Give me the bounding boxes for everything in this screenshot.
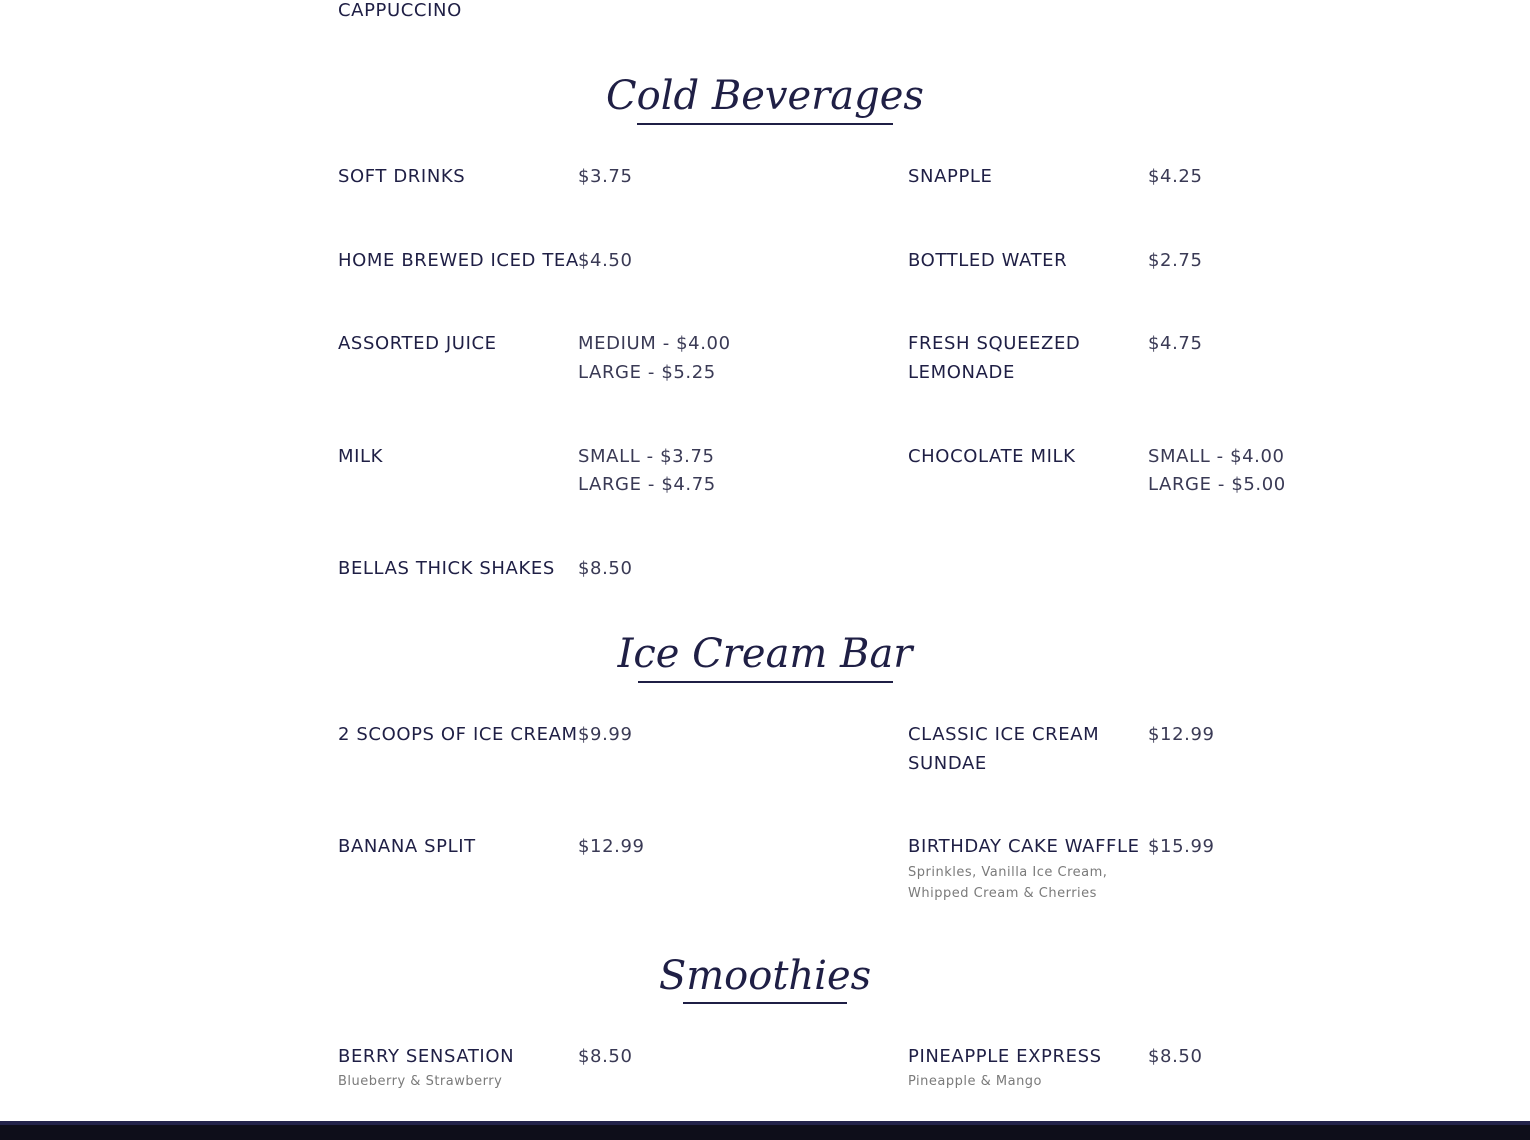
- footer-bar: [0, 1121, 1530, 1140]
- menu-item-name-line2: SUNDAE: [908, 753, 987, 774]
- menu-item-name: 2 SCOOPS OF ICE CREAM: [338, 724, 578, 745]
- menu-item-cappuccino: CAPPUCCINO: [338, 0, 462, 21]
- menu-item-price: $4.25: [1148, 166, 1203, 187]
- menu-item-price: $8.50: [1148, 1046, 1203, 1067]
- menu-item-name: SNAPPLE: [908, 166, 993, 187]
- menu-item-name: BOTTLED WATER: [908, 250, 1068, 271]
- menu-item-price: $12.99: [578, 836, 645, 857]
- menu-item-price: $4.75: [1148, 333, 1203, 354]
- menu-item-price-large: LARGE - $4.75: [578, 474, 716, 495]
- menu-item-name: BIRTHDAY CAKE WAFFLE: [908, 836, 1140, 857]
- menu-item-price: $12.99: [1148, 724, 1215, 745]
- menu-item-description: Sprinkles, Vanilla Ice Cream,: [908, 865, 1108, 880]
- menu-item-name: SOFT DRINKS: [338, 166, 466, 187]
- menu-item-price: $15.99: [1148, 836, 1215, 857]
- section-title-smoothies: Smoothies: [658, 953, 872, 999]
- section-underline: [683, 1002, 847, 1004]
- menu-item-price: $9.99: [578, 724, 633, 745]
- menu-item-name: BERRY SENSATION: [338, 1046, 515, 1067]
- menu-item-price: $4.50: [578, 250, 633, 271]
- menu-item-price: $8.50: [578, 558, 633, 579]
- menu-item-price: SMALL - $3.75: [578, 446, 715, 467]
- menu-item-name: HOME BREWED ICED TEA: [338, 250, 579, 271]
- menu-item-name: BANANA SPLIT: [338, 836, 476, 857]
- menu-item-name: FRESH SQUEEZED: [908, 333, 1081, 354]
- menu-item-description-line2: Whipped Cream & Cherries: [908, 886, 1097, 901]
- menu-item-price-large: LARGE - $5.25: [578, 362, 716, 383]
- section-title-ice-cream-bar: Ice Cream Bar: [617, 631, 913, 677]
- menu-item-name: CHOCOLATE MILK: [908, 446, 1076, 467]
- menu-item-price: SMALL - $4.00: [1148, 446, 1285, 467]
- menu-item-price: $8.50: [578, 1046, 633, 1067]
- section-title-cold-beverages: Cold Beverages: [606, 73, 924, 119]
- menu-item-name: PINEAPPLE EXPRESS: [908, 1046, 1102, 1067]
- menu-item-description: Blueberry & Strawberry: [338, 1074, 503, 1089]
- menu-item-description: Pineapple & Mango: [908, 1074, 1043, 1089]
- menu-item-price-large: LARGE - $5.00: [1148, 474, 1286, 495]
- menu-item-name: MILK: [338, 446, 384, 467]
- menu-item-name-line2: LEMONADE: [908, 362, 1015, 383]
- menu-item-price: MEDIUM - $4.00: [578, 333, 731, 354]
- section-underline: [638, 681, 893, 683]
- menu-item-name: CLASSIC ICE CREAM: [908, 724, 1100, 745]
- menu-item-name: ASSORTED JUICE: [338, 333, 497, 354]
- menu-item-price: $3.75: [578, 166, 633, 187]
- section-underline: [637, 123, 893, 125]
- menu-item-price: $2.75: [1148, 250, 1203, 271]
- menu-item-name: BELLAS THICK SHAKES: [338, 558, 555, 579]
